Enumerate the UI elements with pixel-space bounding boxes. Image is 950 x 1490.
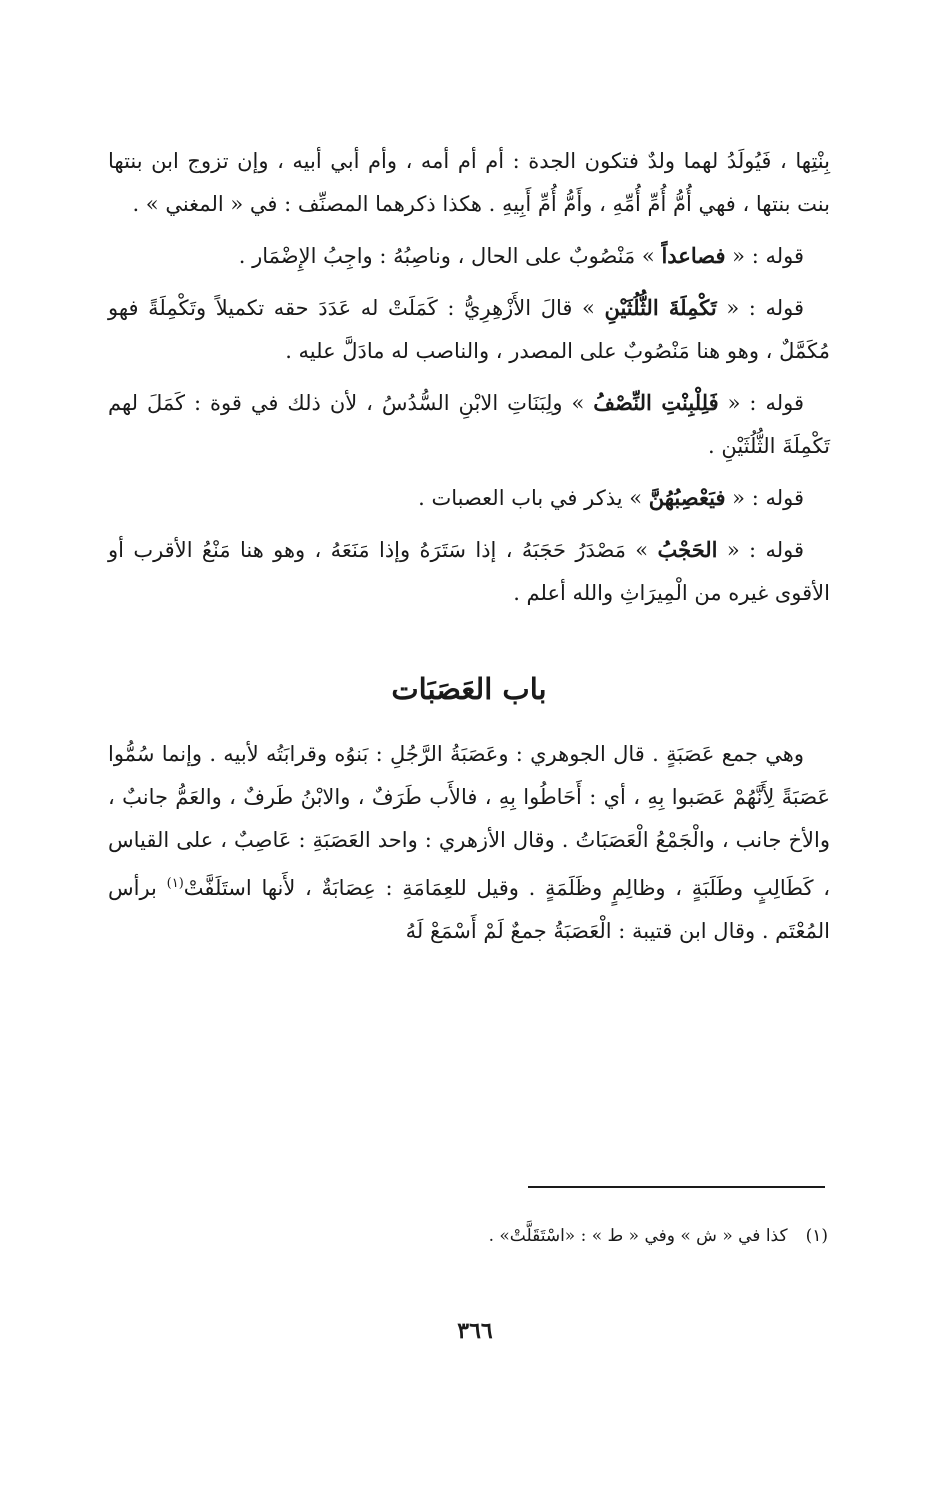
paragraph-continuation xyxy=(108,140,830,226)
paragraph-text: » يذكر في باب العصبات . xyxy=(418,486,649,510)
paragraph-text: بِنْتِها ، فَيُولَدُ لهما ولدٌ فتكون الجدة : أم أم أمه ، وأم أبي أبيه ، وإن تزوج ابن بنتها بنت بنتها ، فهي أُمُّ أُمِّ أُمِّهِ ، وأَمُّ أُمِّ أَبِيهِ . هكذا ذكرهما المصنِّف : في « المغني » . xyxy=(108,149,830,216)
paragraph-text: » مَنْصُوبٌ على الحال ، وناصِبُهُ : واجِبُ الإِضْمَار . xyxy=(238,244,662,268)
footnote-number: (١) xyxy=(805,1226,828,1246)
paragraph-text: وهي جمع عَصَبَةٍ . قال الجوهري : وعَصَبَةُ الرَّجُلِ : بَنوُه وقرابَتُه لأبيه . وإنما سُمُّوا عَصَبَةً لِأَنَّهُمْ عَصَبوا بِهِ ، أي : أَحَاطُوا بِهِ ، فالأَب طَرَفٌ ، والابْنُ طَرفٌ ، والعَمُّ جانبٌ ، والأخ جانب ، والْجَمْعُ الْعَصَبَاتُ . وقال الأزهري : واحد العَصَبَةِ : عَاصِبٌ ، على القياس ، كَطَالِبٍ وطَلَبَةٍ ، وظالِمٍ وظَلَمَةٍ . وقيل للعِمَامَةِ : عِصَابَةٌ ، لأَنها استَلَفَّتْ xyxy=(108,742,831,900)
paragraph-text: » قالَ الأَزْهِرِيُّ : كَمَلَتْ له عَدَدَ حقه تكميلاً وتَكْمِلَةً فهو مُكَمَّلٌ ، وهو هنا مَنْصُوبٌ على المصدر ، والناصب له مادَلَّ عليه . xyxy=(108,296,830,363)
footnote-text: كذا في « ش » وفي « ط » : «اسْتَقَلَّتْ» . xyxy=(488,1226,788,1246)
paragraph-commentary-5 xyxy=(108,528,830,615)
paragraph-section-body xyxy=(108,733,830,953)
quote-prefix: قوله : « xyxy=(725,486,804,510)
paragraph-text: برأس المُعْتَم . وقال ابن قتيبة : الْعَصَبَةُ جمعٌ لَمْ أَسْمَعْ لَهُ xyxy=(108,876,830,943)
paragraph-commentary-1 xyxy=(108,234,830,278)
quote-prefix: قوله : « xyxy=(725,244,804,268)
section-heading: باب العَصَبَات xyxy=(391,672,547,706)
paragraph-commentary-3 xyxy=(108,381,830,468)
quote-prefix: قوله : « xyxy=(716,296,804,320)
keyword: تَكْمِلَةَ الثُّلُثَيْنِ xyxy=(604,295,717,320)
paragraph-commentary-4 xyxy=(108,476,830,520)
page-content xyxy=(108,140,830,953)
keyword: فَلِلْبِنْتِ النِّصْفُ xyxy=(593,390,719,415)
paragraph-commentary-2 xyxy=(108,286,830,373)
keyword: فصاعداً xyxy=(661,243,726,268)
page-number: ٣٦٦ xyxy=(457,1318,493,1344)
footnote xyxy=(489,1222,828,1250)
footnote-divider xyxy=(528,1186,825,1188)
quote-prefix: قوله : « xyxy=(717,538,804,562)
keyword: فيَعْصِبُهُنَّ xyxy=(648,485,726,510)
paragraph-text: » ولِبَنَاتِ الابْنِ السُّدُسُ ، لأن ذلك في قوة : كَمَلَ لهم تَكْمِلَةَ الثُّلُثَيْنِ . xyxy=(108,391,830,458)
quote-prefix: قوله : « xyxy=(718,391,804,415)
keyword: الحَجْبُ xyxy=(657,537,718,562)
footnote-reference[interactable]: (١) xyxy=(166,876,184,891)
paragraph-text: » مَصْدَرُ حَجَبَهُ ، إذا سَتَرَهُ وإذا مَنَعَهُ ، وهو هنا مَنْعُ الأقرب أو الأقوى غيره من الْمِيرَاثِ والله أعلم . xyxy=(108,538,830,605)
